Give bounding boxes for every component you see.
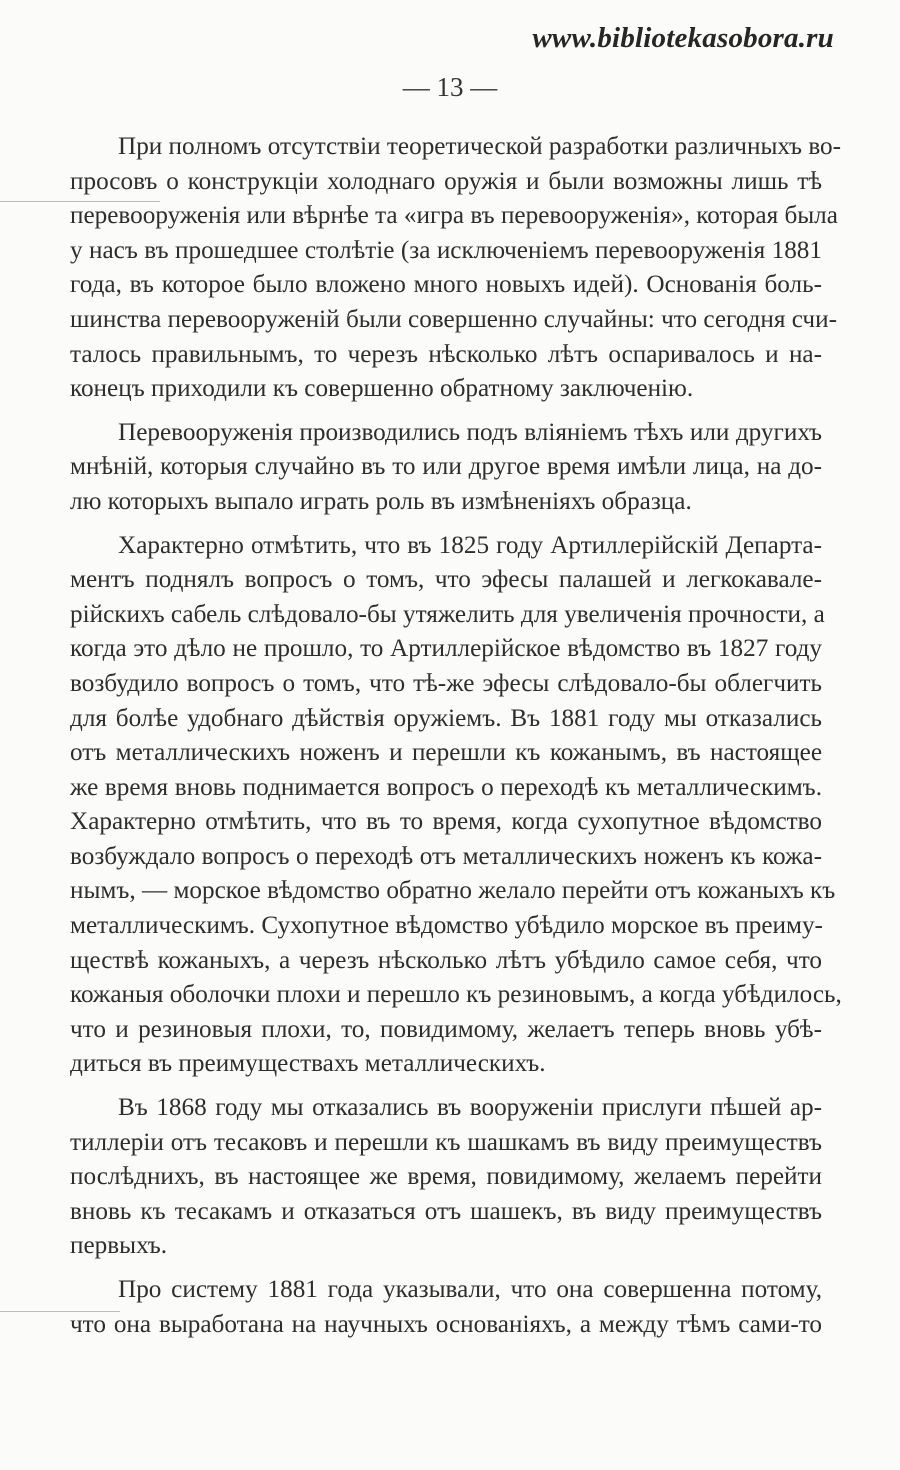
text-line: Въ 1868 году мы отказались въ вооруженіи прислуги пѣшей ар- (118, 1094, 822, 1122)
text-line: мнѣній, которыя случайно въ то или другое время имѣли лица, на до- (70, 453, 822, 481)
text-line: отъ металлическихъ ноженъ и перешли къ кожанымъ, въ настоящее (70, 739, 822, 767)
text-line: послѣднихъ, въ настоящее же время, повидимому, желаемъ перейти (70, 1163, 822, 1191)
paragraph (70, 416, 822, 520)
text-line: Характерно отмѣтить, что въ то время, когда сухопутное вѣдомство (70, 808, 822, 836)
text-line: Про систему 1881 года указывали, что она совершенна потому, (118, 1276, 822, 1303)
text-line: первыхъ. (70, 1232, 168, 1260)
paragraph (70, 529, 842, 1083)
text-line: кожаныя оболочки плохи и перешло къ резиновымъ, а когда убѣдилось, (70, 981, 842, 1009)
site-watermark: www.bibliotekasobora.ru (532, 22, 834, 54)
text-line: ществѣ кожаныхъ, а черезъ нѣсколько лѣтъ убѣдило самое себя, что (70, 946, 822, 974)
text-line: тиллеріи отъ тесаковъ и перешли къ шашкамъ въ виду преимуществъ (70, 1128, 822, 1156)
text-line: шинства перевооруженій были совершенно случайны: что сегодня счи- (70, 305, 837, 333)
text-line: для болѣе удобнаго дѣйствія оружіемъ. Въ 1881 году мы отказались (70, 704, 822, 732)
text-line: Характерно отмѣтить, что въ 1825 году Артиллерійскій Департа- (118, 531, 822, 559)
text-line: перевооруженія или вѣрнѣе та «игра въ перевооруженія», которая была (70, 202, 838, 230)
text-line: диться въ преимуществахъ металлическихъ. (70, 1050, 546, 1078)
text-line: металлическимъ. Сухопутное вѣдомство убѣдило морское въ преиму- (70, 912, 823, 940)
page-body (70, 130, 842, 1351)
text-line: возбуждало вопросъ о переходѣ отъ металлическихъ ноженъ къ кожа- (70, 842, 822, 870)
text-line: лю которыхъ выпало играть роль въ измѣненіяхъ образца. (70, 487, 692, 515)
text-line: просовъ о конструкціи холоднаго оружія и были возможны лишь тѣ (70, 167, 822, 195)
text-line: Перевооруженія производились подъ вліяніемъ тѣхъ или другихъ (118, 418, 822, 446)
text-line: ментъ поднялъ вопросъ о томъ, что эфесы палашей и легкокавале- (70, 566, 822, 594)
text-line: года, въ которое было вложено много новыхъ идей). Основанія боль- (70, 271, 822, 299)
paragraph (70, 1273, 822, 1342)
text-line: когда это дѣло не прошло, то Артиллерійское вѣдомство въ 1827 году (70, 635, 822, 663)
text-line: рійскихъ сабель слѣдовало-бы утяжелить для увеличенія прочности, а (70, 600, 825, 628)
text-line: у насъ въ прошедшее столѣтіе (за исключеніемъ перевооруженія 1881 (70, 236, 822, 264)
text-line: конецъ приходили къ совершенно обратному заключенію. (70, 375, 694, 403)
text-line: При полномъ отсутствіи теоретической разработки различныхъ во- (118, 133, 842, 160)
text-line: возбудило вопросъ о томъ, что тѣ-же эфесы слѣдовало-бы облегчить (70, 669, 822, 697)
text-line: что и резиновыя плохи, то, повидимому, желаетъ теперь вновь убѣ- (70, 1015, 822, 1043)
text-line: вновь къ тесакамъ и отказаться отъ шашекъ, въ виду преимуществъ (70, 1197, 822, 1225)
paragraph (70, 130, 842, 407)
text-line: нымъ, — морское вѣдомство обратно желало перейти отъ кожаныхъ къ (70, 877, 836, 905)
text-line: талось правильнымъ, то черезъ нѣсколько лѣтъ оспаривалось и на- (70, 340, 822, 368)
text-line: что она выработана на научныхъ основаніяхъ, а между тѣмъ сами-то (70, 1310, 822, 1338)
page-number: — 13 — (402, 72, 498, 102)
paragraph (70, 1091, 822, 1264)
text-line: же время вновь поднимается вопросъ о переходѣ къ металлическимъ. (70, 773, 822, 801)
